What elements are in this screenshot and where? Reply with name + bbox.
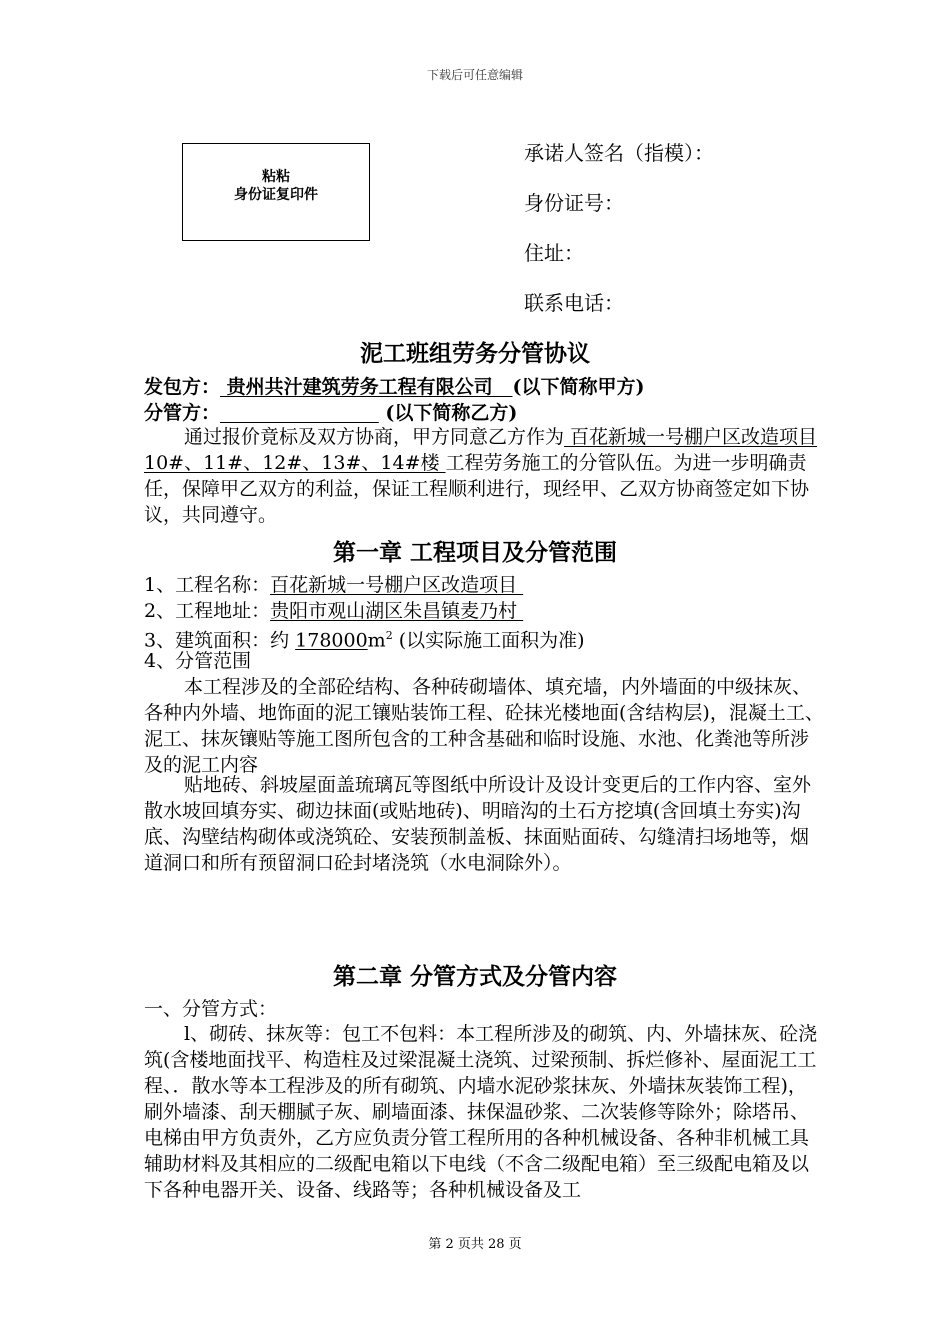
project-address-item <box>144 598 523 624</box>
scope-paragraph-2: 贴地砖、斜坡屋面盖琉璃瓦等图纸中所设计及设计变更后的工作内容、室外散水坡回填夯实、砌边抹面(或贴地砖)、明暗沟的土石方挖填(含回填土夯实)沟底、沟壁结构砌体或浇筑砼、安装预制盖板、抹面贴面砖、勾缝清扫场地等，烟道洞口和所有预留洞口砼封堵浇筑（水电洞除外）。 <box>144 774 812 874</box>
address-label: 住址： <box>524 241 584 265</box>
party-b-label: 分管方： <box>144 402 221 424</box>
intro-paragraph <box>144 424 824 528</box>
page-footer: 第 2 页共 28 页 <box>428 1237 522 1252</box>
scope-heading: 4、分管范围 <box>144 650 252 672</box>
party-b-line <box>144 400 517 426</box>
building-area-note: (以实际施工面积为准) <box>392 629 585 652</box>
intro-after: 工程劳务施工的分管队伍。为进一步明确责任，保障甲乙双方的利益，保证工程顺利进行，现经甲、乙双方协商签定如下协议，共同遵守。 <box>144 452 810 526</box>
building-area-unit: m <box>367 629 386 652</box>
intro-before: 通过报价竟标及双方协商，甲方同意乙方作为 <box>184 426 565 448</box>
project-address-label: 2、工程地址： <box>144 600 271 622</box>
id-box-line2: 身份证复印件 <box>234 187 318 203</box>
method-paragraph-1: l、砌砖、抹灰等：包工不包料：本工程所涉及的砌筑、内、外墙抹灰、砼浇筑(含楼地面找平、构造柱及过梁混凝土浇筑、过梁预制、拆烂修补、屋面泥工工程、．散水等本工程涉及的所有砌筑、内墙水泥砂浆抹灰、外墙抹灰装饰工程)，刷外墙漆、刮天棚腻子灰、刷墙面漆、抹保温砂浆、二次装修等除外；除塔吊、电梯由甲方负责外，乙方应负责分管工程所用的各种机械设备、各种非机械工具辅助材料及其相应的二级配电箱以下电线（不含二级配电箱）至三级配电箱及以下各种电器开关、设备、线路等；各种机械设备及工 <box>144 1023 818 1201</box>
document-title: 泥工班组劳务分管协议 <box>360 340 590 367</box>
id-copy-paste-box <box>182 143 370 241</box>
chapter2-title: 第二章 分管方式及分管内容 <box>332 963 617 990</box>
chapter1-title: 第一章 工程项目及分管范围 <box>332 539 617 566</box>
id-number-label: 身份证号： <box>524 191 624 215</box>
project-name-value: 百花新城一号棚户区改造项目 <box>270 574 524 596</box>
party-a-label: 发包方： <box>144 376 221 398</box>
project-name-label: 1、工程名称： <box>144 574 271 596</box>
project-name-item <box>144 572 523 598</box>
intro-project: 百花新城一号棚户区改造项目 10#、11#、12#、13#、14#楼 <box>144 426 818 474</box>
signer-signature-label: 承诺人签名（指模）： <box>524 141 714 165</box>
phone-label: 联系电话： <box>524 291 624 315</box>
building-area-unit-sup: 2 <box>385 629 393 642</box>
page-header: 下载后可任意编辑 <box>426 68 523 82</box>
method-heading: 一、分管方式： <box>144 998 278 1020</box>
building-area-value: 178000 <box>295 629 368 652</box>
party-b-suffix: (以下简称乙方) <box>378 402 518 424</box>
building-area-label: 3、建筑面积：约 <box>144 629 296 652</box>
party-a-line <box>144 374 644 400</box>
party-a-suffix: (以下简称甲方) <box>512 376 645 398</box>
party-a-name: 贵州共汁建筑劳务工程有限公司 <box>220 376 513 398</box>
id-box-line1: 粘粘 <box>262 169 290 185</box>
project-address-value: 贵阳市观山湖区朱昌镇麦乃村 <box>270 600 524 622</box>
scope-paragraph-1: 本工程涉及的全部砼结构、各种砖砌墙体、填充墙，内外墙面的中级抹灰、各种内外墙、地饰面的泥工镶贴装饰工程、砼抹光楼地面(含结构层)，混凝土工、泥工、抹灰镶贴等施工图所包含的工种含基础和临时设施、水池、化粪池等所涉及的泥工内容 <box>144 676 824 776</box>
party-b-blank <box>220 402 379 424</box>
